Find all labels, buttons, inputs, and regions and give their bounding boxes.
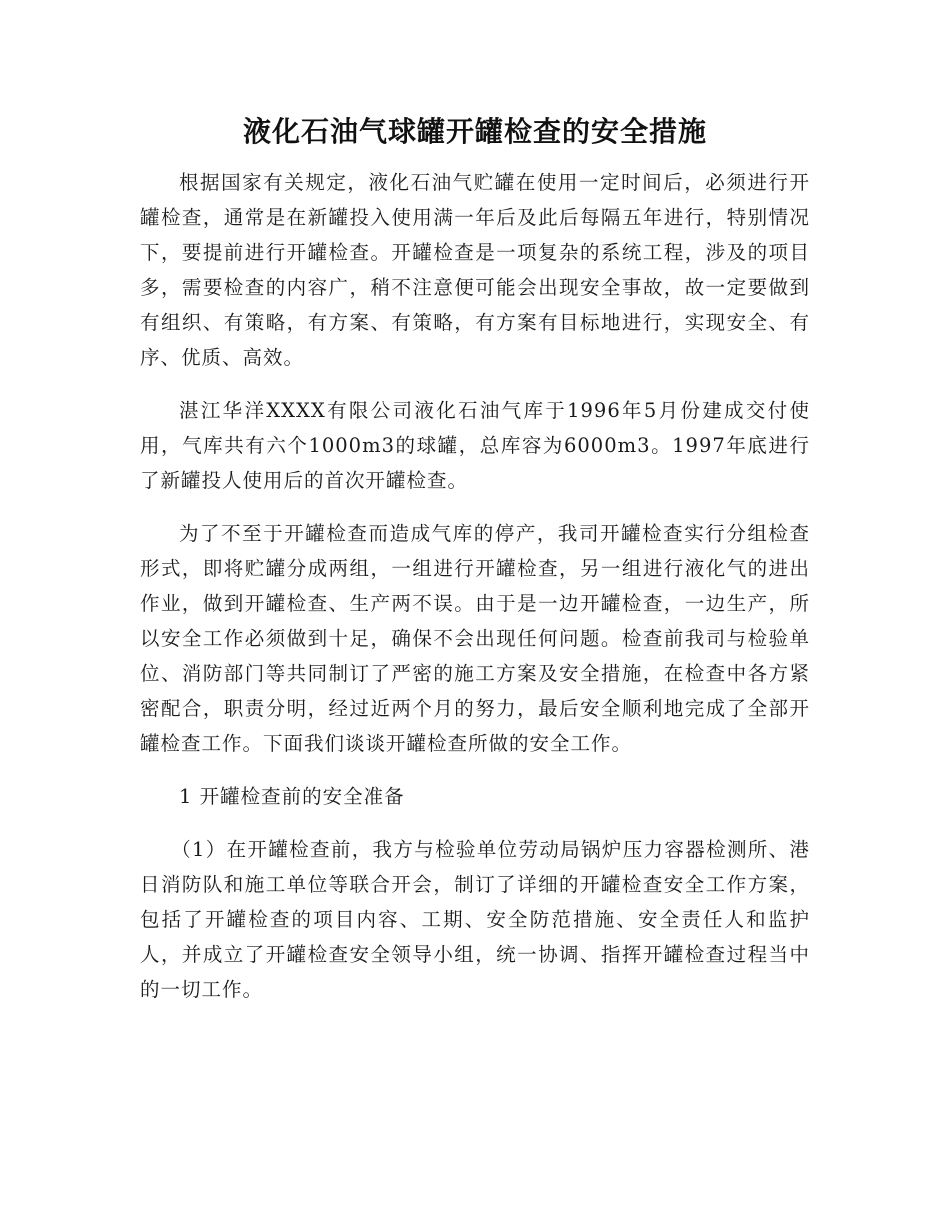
section-heading: 1 开罐检查前的安全准备 [179,785,405,808]
paragraph-company: 湛江华洋XXXX有限公司液化石油气库于1996年5月份建成交付使用，气库共有六个1000m3的球罐，总库容为6000m3。1997年底进行了新罐投人使用后的首次开罐检查。 [140,399,810,492]
paragraph-intro: 根据国家有关规定，液化石油气贮罐在使用一定时间后，必须进行开罐检查，通常是在新罐投入使用满一年后及此后每隔五年进行，特别情况下，要提前进行开罐检查。开罐检查是一项复杂的系统工程，涉及的项目多，需要检查的内容广，稍不注意便可能会出现安全事故，故一定要做到有组织、有策略，有方案、有策略，有方案有目标地进行，实现安全、有序、优质、高效。 [140,171,810,369]
paragraph-approach: 为了不至于开罐检查而造成气库的停产，我司开罐检查实行分组检查形式，即将贮罐分成两组，一组进行开罐检查，另一组进行液化气的进出作业，做到开罐检查、生产两不误。由于是一边开罐检查，一边生产，所以安全工作必须做到十足，确保不会出现任何问题。检查前我司与检验单位、消防部门等共同制订了严密的施工方案及安全措施，在检查中各方紧密配合，职责分明，经过近两个月的努力，最后安全顺利地完成了全部开罐检查工作。下面我们谈谈开罐检查所做的安全工作。 [140,522,810,755]
list-item: （1）在开罐检查前，我方与检验单位劳动局锅炉压力容器检测所、港日消防队和施工单位等联合开会，制订了详细的开罐检查安全工作方案，包括了开罐检查的项目内容、工期、安全防范措施、安全责任人和监护人，并成立了开罐检查安全领导小组，统一协调、指挥开罐检查过程当中的一切工作。 [140,838,810,1001]
document-title: 液化石油气球罐开罐检查的安全措施 [242,115,707,148]
document-body [140,165,810,1025]
